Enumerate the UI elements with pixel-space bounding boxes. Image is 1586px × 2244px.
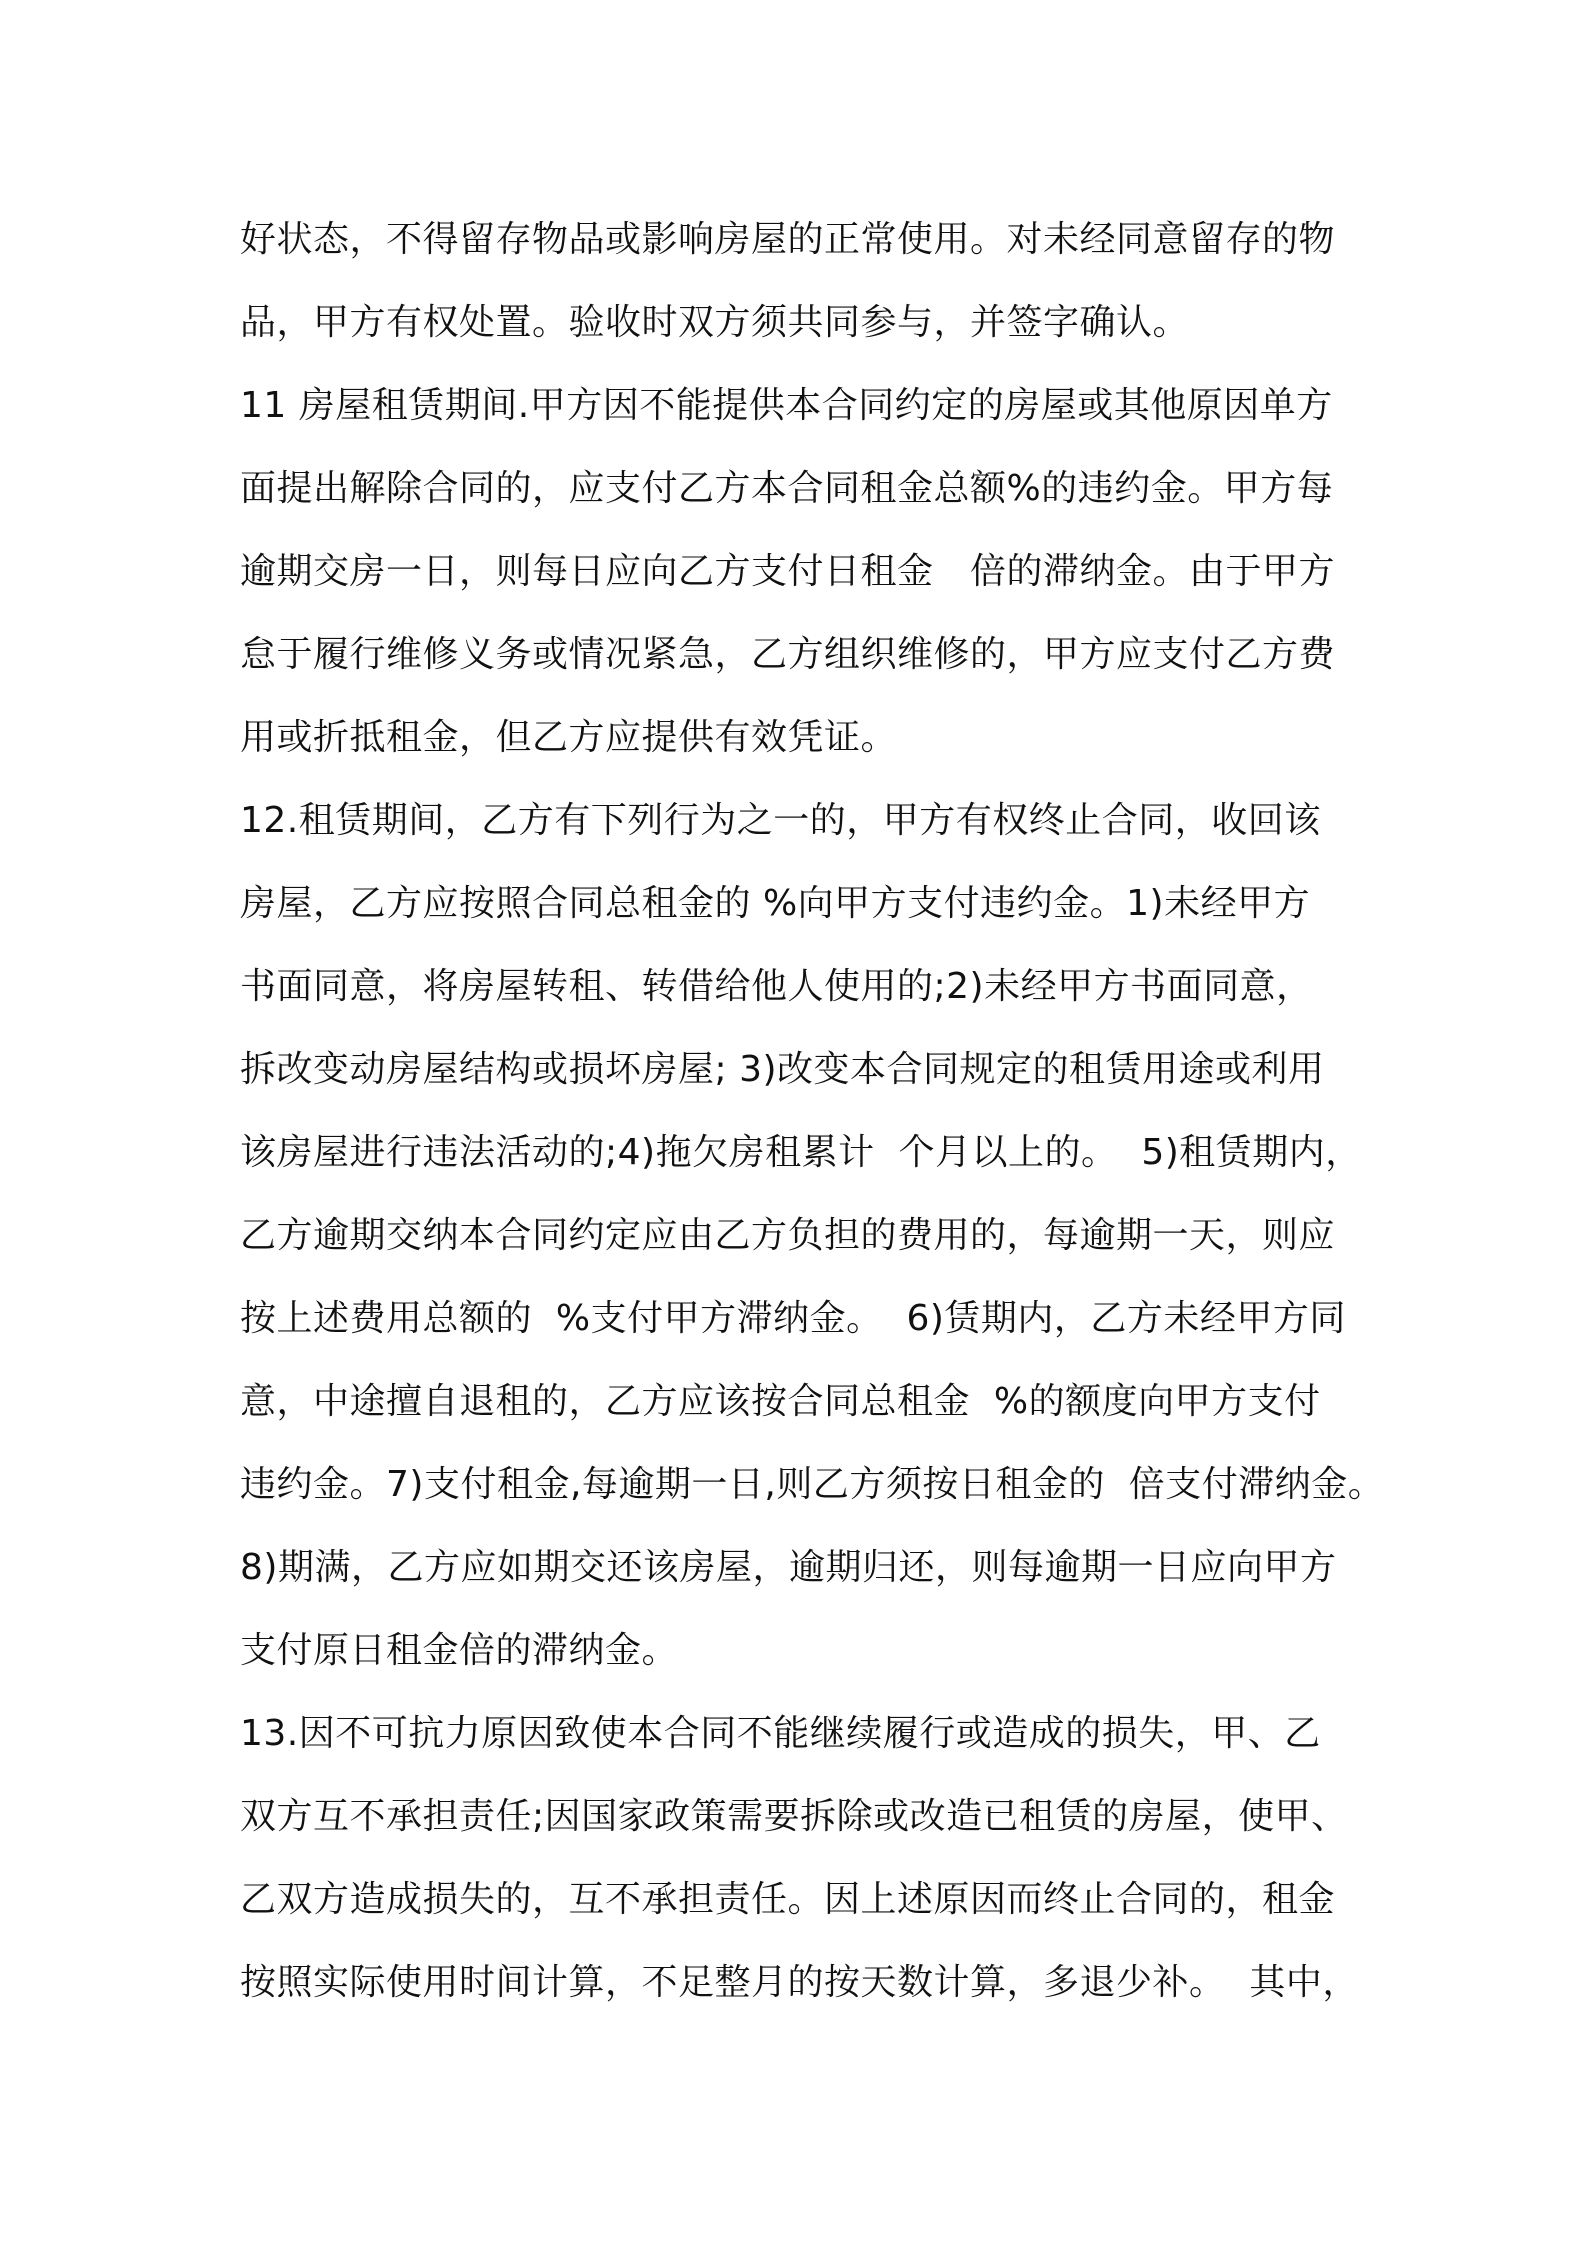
clause-11-line: 11 房屋租赁期间.甲方因不能提供本合同约定的房屋或其他原因单方 xyxy=(240,385,1333,426)
text-line: 8)期满，乙方应如期交还该房屋，逾期归还，则每逾期一日应向甲方 xyxy=(240,1547,1337,1588)
text-line: 好状态，不得留存物品或影响房屋的正常使用。对未经同意留存的物 xyxy=(240,219,1336,260)
text-line: 面提出解除合同的，应支付乙方本合同租金总额%的违约金。甲方每 xyxy=(240,468,1334,509)
text-line: 意，中途擅自退租的，乙方应该按合同总租金 %的额度向甲方支付 xyxy=(240,1381,1321,1422)
text-line: 书面同意，将房屋转租、转借给他人使用的;2)未经甲方书面同意， xyxy=(240,966,1313,1007)
text-line: 按照实际使用时间计算，不足整月的按天数计算，多退少补。 其中， xyxy=(240,1962,1359,2003)
text-line: 逾期交房一日，则每日应向乙方支付日租金 倍的滞纳金。由于甲方 xyxy=(240,551,1336,592)
clause-13-line: 13.因不可抗力原因致使本合同不能继续履行或造成的损失，甲、乙 xyxy=(240,1713,1321,1754)
text-line: 双方互不承担责任;因国家政策需要拆除或改造已租赁的房屋，使甲、 xyxy=(240,1796,1348,1837)
text-line: 用或折抵租金，但乙方应提供有效凭证。 xyxy=(240,717,898,758)
clause-12-line: 12.租赁期间，乙方有下列行为之一的，甲方有权终止合同，收回该 xyxy=(240,800,1321,841)
text-line: 违约金。7)支付租金,每逾期一日,则乙方须按日租金的 倍支付滞纳金。 xyxy=(240,1464,1385,1505)
contract-text-body xyxy=(240,198,1385,2024)
text-line: 乙双方造成损失的，互不承担责任。因上述原因而终止合同的，租金 xyxy=(240,1879,1336,1920)
text-line: 房屋，乙方应按照合同总租金的 %向甲方支付违约金。1)未经甲方 xyxy=(240,883,1311,924)
text-line: 品，甲方有权处置。验收时双方须共同参与，并签字确认。 xyxy=(240,302,1190,343)
text-line: 按上述费用总额的 %支付甲方滞纳金。 6)赁期内，乙方未经甲方同 xyxy=(240,1298,1346,1339)
text-line: 怠于履行维修义务或情况紧急，乙方组织维修的，甲方应支付乙方费 xyxy=(240,634,1336,675)
text-line: 支付原日租金倍的滞纳金。 xyxy=(240,1630,679,1671)
text-line: 该房屋进行违法活动的;4)拖欠房租累计 个月以上的。 5)租赁期内， xyxy=(240,1132,1362,1173)
text-line: 拆改变动房屋结构或损坏房屋; 3)改变本合同规定的租赁用途或利用 xyxy=(240,1049,1325,1090)
text-line: 乙方逾期交纳本合同约定应由乙方负担的费用的，每逾期一天，则应 xyxy=(240,1215,1336,1256)
